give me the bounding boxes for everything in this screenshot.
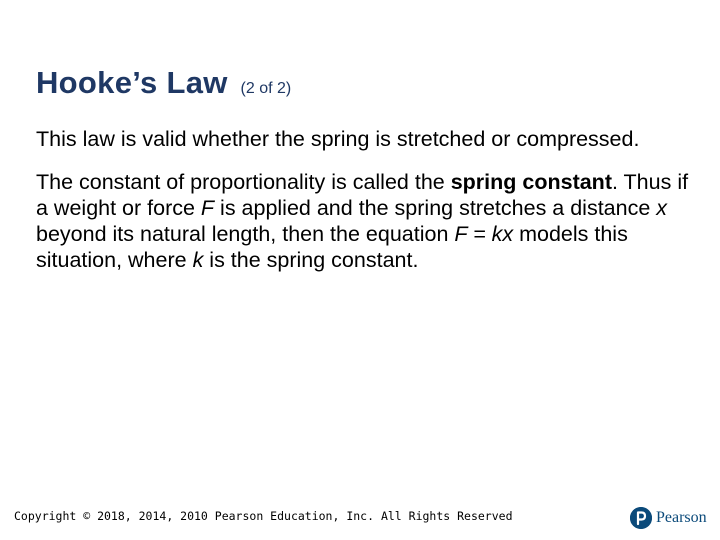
term-spring-constant: spring constant xyxy=(450,170,612,194)
text-run: The constant of proportionality is called the xyxy=(36,170,451,194)
text-run: beyond its natural length, then the equation xyxy=(36,222,455,246)
title-subtitle: (2 of 2) xyxy=(240,80,292,97)
text-run: is applied and the spring stretches a distance xyxy=(214,196,657,220)
copyright-footer: Copyright © 2018, 2014, 2010 Pearson Education, Inc. All Rights Reserved xyxy=(14,509,513,523)
paragraph-validity: This law is valid whether the spring is stretched or compressed. xyxy=(36,127,640,151)
pearson-p-icon xyxy=(630,507,652,529)
text-run: is the spring constant. xyxy=(203,248,419,272)
slide-title xyxy=(36,64,291,101)
paragraph-spring-constant xyxy=(36,169,704,273)
variable-k: k xyxy=(192,248,204,272)
variable-F: F xyxy=(200,196,215,220)
pearson-wordmark: Pearson xyxy=(656,509,707,526)
text-run: models this situation, where xyxy=(36,222,628,272)
title-main: Hooke’s Law xyxy=(36,65,228,100)
equation: F = kx xyxy=(454,222,514,246)
text-run: . Thus if a weight or force xyxy=(36,170,689,220)
pearson-logo xyxy=(630,506,707,530)
variable-x: x xyxy=(656,196,668,220)
slide-body xyxy=(36,126,704,273)
